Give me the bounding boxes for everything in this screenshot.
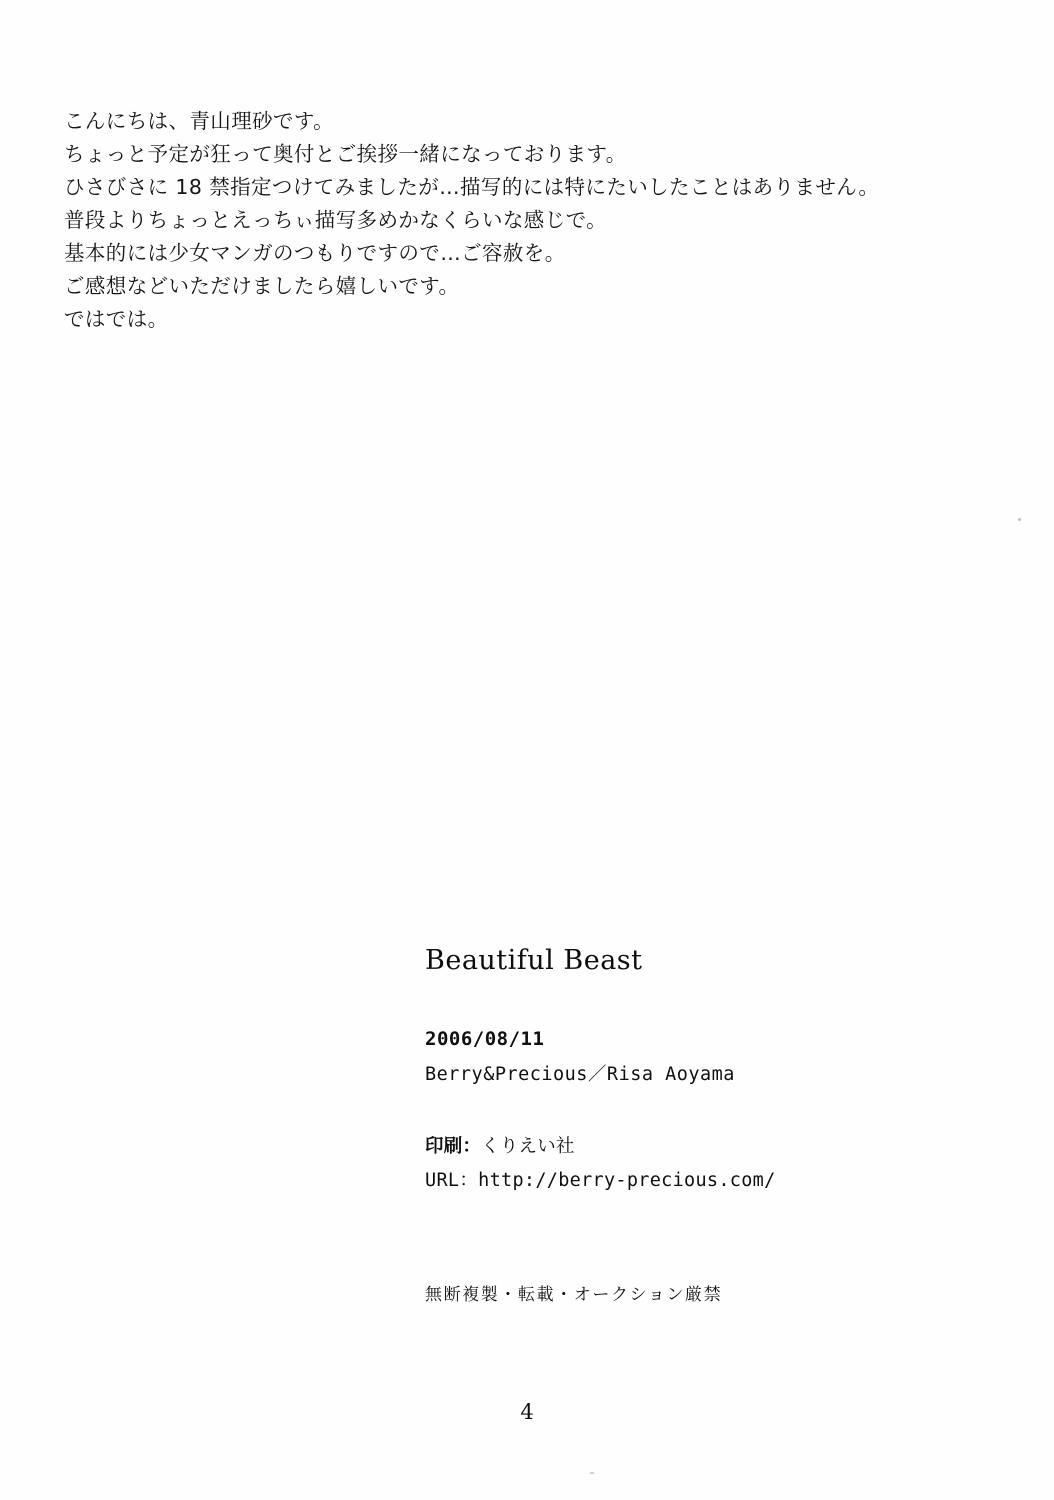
url-row: [425, 1166, 945, 1192]
printer-name: くりえい社: [481, 1136, 575, 1157]
work-title: Beautiful Beast: [425, 945, 643, 976]
copyright-notice: 無断複製・転載・オークション厳禁: [425, 1285, 723, 1305]
url-value[interactable]: http://berry-precious.com/: [478, 1170, 776, 1191]
afterword-line-6: ご感想などいただけましたら嬉しいです。: [64, 274, 460, 298]
afterword-line-1: こんにちは、青山理砂です。: [64, 109, 335, 133]
afterword-line-3: ひさびさに 18 禁指定つけてみましたが…描写的には特にたいしたことはありません。: [64, 175, 880, 199]
publication-date: 2006/08/11: [425, 1028, 545, 1050]
afterword-line-5: 基本的には少女マンガのつもりですので…ご容赦を。: [64, 241, 566, 265]
afterword-text-block: [64, 105, 994, 336]
scan-artifact: [590, 1472, 594, 1474]
page-number: 4: [520, 1400, 534, 1424]
url-label: URL：: [425, 1170, 479, 1191]
scan-artifact: [1018, 518, 1021, 521]
afterword-line-7: ではでは。: [64, 307, 169, 331]
printer-row: [425, 1132, 945, 1158]
printer-label: 印刷：: [425, 1136, 482, 1157]
afterword-line-2: ちょっと予定が狂って奥付とご挨拶一緒になっております。: [64, 142, 627, 166]
afterword-line-4: 普段よりちょっとえっちぃ描写多めかなくらいな感じで。: [64, 208, 607, 232]
circle-author-credit: Berry&Precious／Risa Aoyama: [425, 1064, 735, 1085]
spacer: [425, 1090, 945, 1132]
colophon-block: [425, 945, 945, 1192]
